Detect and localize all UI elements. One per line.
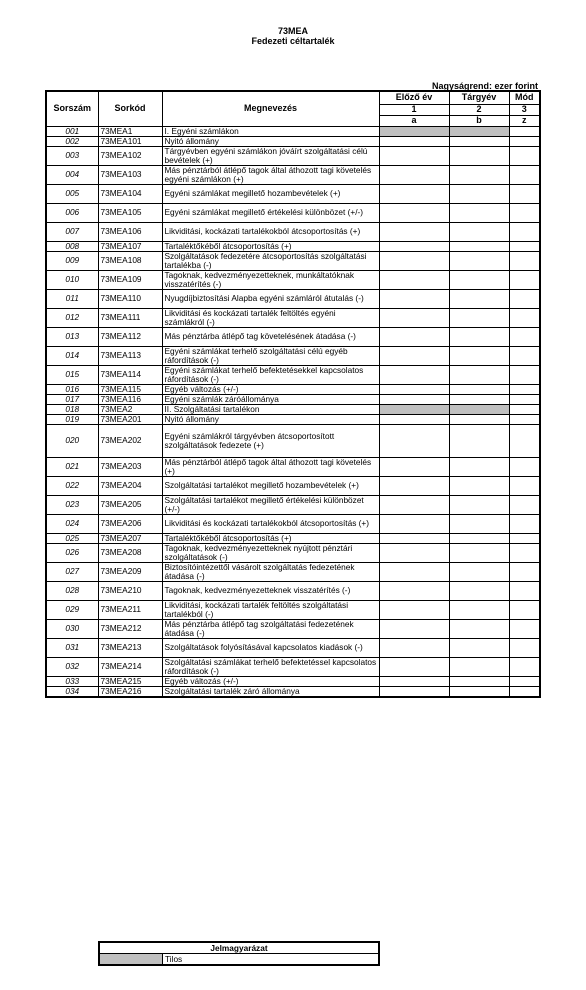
cell-curr-year[interactable] [449,404,509,414]
row-code: 73MEA105 [98,203,162,222]
table-row [46,581,540,600]
row-label: Szolgáltatások fedezetére átcsoportosítás szolgáltatási tartalékba (-) [162,251,379,270]
row-label: Likviditási, kockázati tartalékokból átcsoportosítás (+) [162,222,379,241]
row-code: 73MEA215 [98,676,162,686]
cell-curr-year[interactable] [449,251,509,270]
cell-mod[interactable] [509,346,540,365]
row-label: Likviditási és kockázati tartalékokból átcsoportosítás (+) [162,514,379,533]
row-label: Szolgáltatási tartalékot megillető értékelési különbözet (+/-) [162,495,379,514]
row-label: Szolgáltatási tartalékot megillető hozambevételek (+) [162,476,379,495]
row-code: 73MEA210 [98,581,162,600]
cell-prev-year[interactable] [379,533,449,543]
header-megnevezes: Megnevezés [162,91,379,126]
row-number: 011 [46,289,98,308]
row-code: 73MEA201 [98,414,162,424]
row-number: 013 [46,327,98,346]
cell-prev-year[interactable] [379,346,449,365]
row-number: 003 [46,146,98,165]
cell-prev-year[interactable] [379,657,449,676]
cell-curr-year[interactable] [449,222,509,241]
header-col-letter-a: a [379,115,449,126]
cell-mod[interactable] [509,289,540,308]
row-number: 009 [46,251,98,270]
cell-curr-year[interactable] [449,346,509,365]
row-code: 73MEA112 [98,327,162,346]
legend-item-label: Tilos [163,954,380,966]
cell-prev-year[interactable] [379,424,449,457]
row-code: 73MEA116 [98,394,162,404]
legend-gray-swatch [99,954,163,966]
row-code: 73MEA207 [98,533,162,543]
cell-curr-year[interactable] [449,203,509,222]
row-code: 73MEA103 [98,165,162,184]
row-code: 73MEA2 [98,404,162,414]
cell-mod[interactable] [509,241,540,251]
legend-title: Jelmagyarázat [99,942,379,954]
row-code: 73MEA213 [98,638,162,657]
cell-curr-year[interactable] [449,686,509,697]
cell-prev-year[interactable] [379,165,449,184]
table-row [46,327,540,346]
row-code: 73MEA212 [98,619,162,638]
row-label: Egyéni számlákat terhelő befektetésekkel kapcsolatos ráfordítások (-) [162,365,379,384]
cell-prev-year[interactable] [379,126,449,136]
cell-mod[interactable] [509,414,540,424]
cell-curr-year[interactable] [449,495,509,514]
cell-curr-year[interactable] [449,308,509,327]
row-code: 73MEA106 [98,222,162,241]
table-row [46,619,540,638]
row-number: 019 [46,414,98,424]
cell-prev-year[interactable] [379,270,449,289]
cell-prev-year[interactable] [379,365,449,384]
row-code: 73MEA205 [98,495,162,514]
unit-note: Nagyságrend: ezer forint [431,81,538,91]
header-curr-year: Tárgyév [449,91,509,104]
row-code: 73MEA206 [98,514,162,533]
cell-curr-year[interactable] [449,514,509,533]
table-row [46,638,540,657]
cell-prev-year[interactable] [379,638,449,657]
table-row [46,394,540,404]
table-row [46,600,540,619]
cell-mod[interactable] [509,365,540,384]
cell-prev-year[interactable] [379,136,449,146]
cell-prev-year[interactable] [379,562,449,581]
row-number: 001 [46,126,98,136]
row-label: Nyugdíjbiztosítási Alapba egyéni számláról átutalás (-) [162,289,379,308]
cell-curr-year[interactable] [449,619,509,638]
cell-curr-year[interactable] [449,136,509,146]
table-row [46,562,540,581]
row-code: 73MEA211 [98,600,162,619]
cell-mod[interactable] [509,384,540,394]
cell-prev-year[interactable] [379,676,449,686]
cell-mod[interactable] [509,327,540,346]
cell-curr-year[interactable] [449,146,509,165]
row-number: 017 [46,394,98,404]
row-code: 73MEA1 [98,126,162,136]
table-row [46,251,540,270]
row-number: 030 [46,619,98,638]
row-number: 022 [46,476,98,495]
cell-prev-year[interactable] [379,241,449,251]
row-number: 007 [46,222,98,241]
table-row [46,165,540,184]
cell-curr-year[interactable] [449,476,509,495]
row-label: Más pénztárba átlépő tag szolgáltatási fedezetének átadása (-) [162,619,379,638]
cell-curr-year[interactable] [449,384,509,394]
row-label: II. Szolgáltatási tartalékon [162,404,379,414]
row-number: 027 [46,562,98,581]
cell-mod[interactable] [509,495,540,514]
cell-curr-year[interactable] [449,562,509,581]
cell-mod[interactable] [509,146,540,165]
table-row [46,222,540,241]
row-number: 018 [46,404,98,414]
row-label: Más pénztárba átlépő tag követelésének átadása (-) [162,327,379,346]
cell-curr-year[interactable] [449,289,509,308]
cell-mod[interactable] [509,203,540,222]
row-number: 025 [46,533,98,543]
row-code: 73MEA107 [98,241,162,251]
header-col-num-3: 3 [509,104,540,115]
cell-curr-year[interactable] [449,365,509,384]
row-code: 73MEA113 [98,346,162,365]
cell-prev-year[interactable] [379,600,449,619]
cell-prev-year[interactable] [379,414,449,424]
row-number: 034 [46,686,98,697]
header-col-num-1: 1 [379,104,449,115]
cell-prev-year[interactable] [379,581,449,600]
cell-mod[interactable] [509,581,540,600]
cell-prev-year[interactable] [379,327,449,346]
table-row [46,289,540,308]
row-code: 73MEA209 [98,562,162,581]
row-number: 028 [46,581,98,600]
cell-mod[interactable] [509,126,540,136]
cell-mod[interactable] [509,686,540,697]
cell-curr-year[interactable] [449,414,509,424]
cell-curr-year[interactable] [449,543,509,562]
row-label: Nyitó állomány [162,136,379,146]
row-code: 73MEA114 [98,365,162,384]
row-code: 73MEA214 [98,657,162,676]
cell-mod[interactable] [509,404,540,414]
table-body [46,126,540,697]
header-sorkod: Sorkód [98,91,162,126]
cell-mod[interactable] [509,676,540,686]
cell-mod[interactable] [509,222,540,241]
table-row [46,414,540,424]
cell-prev-year[interactable] [379,222,449,241]
row-label: Tagoknak, kedvezményezetteknek nyújtott pénztári szolgáltatások (-) [162,543,379,562]
row-label: Likviditási, kockázati tartalék feltöltés szolgáltatási tartalékból (-) [162,600,379,619]
header-col-letter-b: b [449,115,509,126]
table-row [46,146,540,165]
row-label: Tagoknak, kedvezményezetteknek, munkáltatóknak visszatérítés (-) [162,270,379,289]
table-row [46,424,540,457]
cell-prev-year[interactable] [379,308,449,327]
cell-curr-year[interactable] [449,424,509,457]
table-row [46,203,540,222]
cell-prev-year[interactable] [379,404,449,414]
row-label: Biztosítóintézettől vásárolt szolgáltatás fedezetének átadása (-) [162,562,379,581]
cell-prev-year[interactable] [379,476,449,495]
row-number: 029 [46,600,98,619]
table-row [46,686,540,697]
table-row [46,384,540,394]
row-code: 73MEA108 [98,251,162,270]
table-row [46,184,540,203]
cell-curr-year[interactable] [449,126,509,136]
table-row [46,543,540,562]
row-code: 73MEA216 [98,686,162,697]
cell-prev-year[interactable] [379,184,449,203]
row-number: 032 [46,657,98,676]
cell-mod[interactable] [509,657,540,676]
cell-mod[interactable] [509,533,540,543]
row-label: Szolgáltatások folyósításával kapcsolatos kiadások (-) [162,638,379,657]
row-number: 010 [46,270,98,289]
cell-prev-year[interactable] [379,457,449,476]
row-number: 021 [46,457,98,476]
row-number: 012 [46,308,98,327]
row-code: 73MEA102 [98,146,162,165]
row-number: 026 [46,543,98,562]
cell-curr-year[interactable] [449,327,509,346]
cell-curr-year[interactable] [449,270,509,289]
table-row [46,308,540,327]
row-number: 023 [46,495,98,514]
cell-mod[interactable] [509,476,540,495]
header-prev-year: Előző év [379,91,449,104]
cell-prev-year[interactable] [379,543,449,562]
header-mod: Mód [509,91,540,104]
table-row [46,346,540,365]
row-label: Egyéb változás (+/-) [162,384,379,394]
cell-prev-year[interactable] [379,495,449,514]
row-code: 73MEA208 [98,543,162,562]
table-row [46,476,540,495]
table-row [46,404,540,414]
cell-prev-year[interactable] [379,146,449,165]
table-row [46,514,540,533]
cell-mod[interactable] [509,514,540,533]
row-label: Egyéni számlák záróállománya [162,394,379,404]
row-label: Szolgáltatási számlákat terhelő befektetéssel kapcsolatos ráfordítások (-) [162,657,379,676]
cell-prev-year[interactable] [379,394,449,404]
cell-curr-year[interactable] [449,638,509,657]
row-label: Egyéni számlákról tárgyévben átcsoportosított szolgáltatások fedezete (+) [162,424,379,457]
row-code: 73MEA101 [98,136,162,146]
table-row [46,241,540,251]
cell-curr-year[interactable] [449,581,509,600]
row-number: 004 [46,165,98,184]
cell-prev-year[interactable] [379,686,449,697]
row-label: Tartaléktőkéből átcsoportosítás (+) [162,533,379,543]
row-number: 014 [46,346,98,365]
form-code-title: 73MEA [277,26,308,36]
table-row [46,657,540,676]
cell-curr-year[interactable] [449,457,509,476]
cell-prev-year[interactable] [379,619,449,638]
row-label: Egyéb változás (+/-) [162,676,379,686]
row-code: 73MEA104 [98,184,162,203]
row-label: Egyéni számlákat megillető értékelési különbözet (+/-) [162,203,379,222]
row-label: Más pénztárból átlépő tagok által áthozott tagi követelés egyéni számlákon (+) [162,165,379,184]
cell-mod[interactable] [509,600,540,619]
cell-curr-year[interactable] [449,241,509,251]
row-code: 73MEA110 [98,289,162,308]
cell-curr-year[interactable] [449,165,509,184]
cell-curr-year[interactable] [449,676,509,686]
cell-mod[interactable] [509,184,540,203]
header-sorszam: Sorszám [46,91,98,126]
cell-mod[interactable] [509,308,540,327]
cell-mod[interactable] [509,424,540,457]
row-code: 73MEA203 [98,457,162,476]
table-row [46,533,540,543]
row-code: 73MEA202 [98,424,162,457]
row-number: 020 [46,424,98,457]
row-number: 033 [46,676,98,686]
row-label: Szolgáltatási tartalék záró állománya [162,686,379,697]
row-label: Egyéni számlákat megillető hozambevételek (+) [162,184,379,203]
cell-mod[interactable] [509,457,540,476]
row-number: 031 [46,638,98,657]
row-number: 008 [46,241,98,251]
data-table [45,90,541,698]
cell-mod[interactable] [509,562,540,581]
form-subtitle: Fedezeti céltartalék [251,36,335,46]
row-code: 73MEA111 [98,308,162,327]
row-label: Likviditási és kockázati tartalék feltöltés egyéni számlákról (-) [162,308,379,327]
row-label: Tagoknak, kedvezményezetteknek visszatérítés (-) [162,581,379,600]
table-row [46,457,540,476]
cell-mod[interactable] [509,165,540,184]
row-label: Nyitó állomány [162,414,379,424]
row-label: Tárgyévben egyéni számlákon jóváírt szolgáltatási célú bevételek (+) [162,146,379,165]
cell-curr-year[interactable] [449,394,509,404]
legend-box [98,941,380,966]
row-code: 73MEA204 [98,476,162,495]
cell-mod[interactable] [509,619,540,638]
row-label: I. Egyéni számlákon [162,126,379,136]
cell-curr-year[interactable] [449,657,509,676]
table-row [46,676,540,686]
cell-mod[interactable] [509,394,540,404]
cell-curr-year[interactable] [449,184,509,203]
table-row [46,365,540,384]
header-col-letter-z: z [509,115,540,126]
table-row [46,136,540,146]
row-number: 002 [46,136,98,146]
row-label: Más pénztárból átlépő tagok által áthozott tagi követelés (+) [162,457,379,476]
cell-mod[interactable] [509,136,540,146]
cell-prev-year[interactable] [379,203,449,222]
row-label: Tartaléktőkéből átcsoportosítás (+) [162,241,379,251]
header-col-num-2: 2 [449,104,509,115]
table-row [46,270,540,289]
cell-prev-year[interactable] [379,384,449,394]
cell-mod[interactable] [509,543,540,562]
cell-prev-year[interactable] [379,514,449,533]
row-number: 016 [46,384,98,394]
row-label: Egyéni számlákat terhelő szolgáltatási célú egyéb ráfordítások (-) [162,346,379,365]
row-number: 024 [46,514,98,533]
table-row [46,495,540,514]
cell-prev-year[interactable] [379,289,449,308]
row-number: 015 [46,365,98,384]
cell-curr-year[interactable] [449,600,509,619]
row-number: 006 [46,203,98,222]
cell-mod[interactable] [509,638,540,657]
table-row [46,126,540,136]
cell-mod[interactable] [509,270,540,289]
row-code: 73MEA109 [98,270,162,289]
cell-prev-year[interactable] [379,251,449,270]
cell-mod[interactable] [509,251,540,270]
row-code: 73MEA115 [98,384,162,394]
row-number: 005 [46,184,98,203]
cell-curr-year[interactable] [449,533,509,543]
